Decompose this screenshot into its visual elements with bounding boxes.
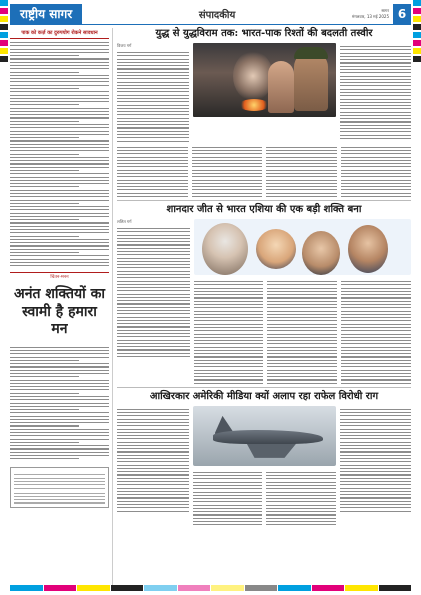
article-3-jet-photo <box>193 406 336 466</box>
article-2-headline: शानदार जीत से भारत एशिया की एक बड़ी शक्ति बना <box>166 204 362 215</box>
article-2-photo <box>194 219 412 275</box>
editorial-text <box>10 42 109 266</box>
thought-label: चिंतन-मनन <box>10 272 109 280</box>
article-2-byline: ललित गर्ग <box>117 219 132 224</box>
registration-strip-right <box>413 0 421 595</box>
registration-strip-left <box>0 0 8 595</box>
registration-bar-bottom <box>10 585 411 591</box>
left-column <box>10 28 113 588</box>
page-number: 6 <box>393 4 411 24</box>
thought-title: अनंत शक्तियों का स्वामी है हमारा मन <box>14 286 105 338</box>
article-divider <box>117 200 411 201</box>
article-3 <box>117 391 411 526</box>
article-divider <box>117 387 411 388</box>
header-info: सागर मंगलवार, 13 मई 2025 <box>352 8 389 19</box>
thought-text <box>10 347 109 460</box>
article-1-headline: युद्ध से युद्धविराम तक: भारत-पाक रिश्तों की बदलती तस्वीर <box>155 28 373 39</box>
page-header <box>10 3 411 25</box>
article-3-headline: आखिरकार अमेरिकी मीडिया क्यों अलाप रहा राफेल विरोधी राग <box>149 390 379 402</box>
article-1 <box>117 28 411 197</box>
section-title: संपादकीय <box>198 9 236 21</box>
masthead: राष्ट्रीय सागर <box>10 4 82 24</box>
article-2 <box>117 204 411 384</box>
main-content <box>117 28 411 588</box>
article-1-byline: विजय गर्ग <box>117 43 132 48</box>
editorial-title: पाक को कर्ज़ का दुरुपयोग रोकने सावधान <box>10 28 109 39</box>
imprint-box <box>10 467 109 507</box>
article-1-photo <box>193 43 336 117</box>
